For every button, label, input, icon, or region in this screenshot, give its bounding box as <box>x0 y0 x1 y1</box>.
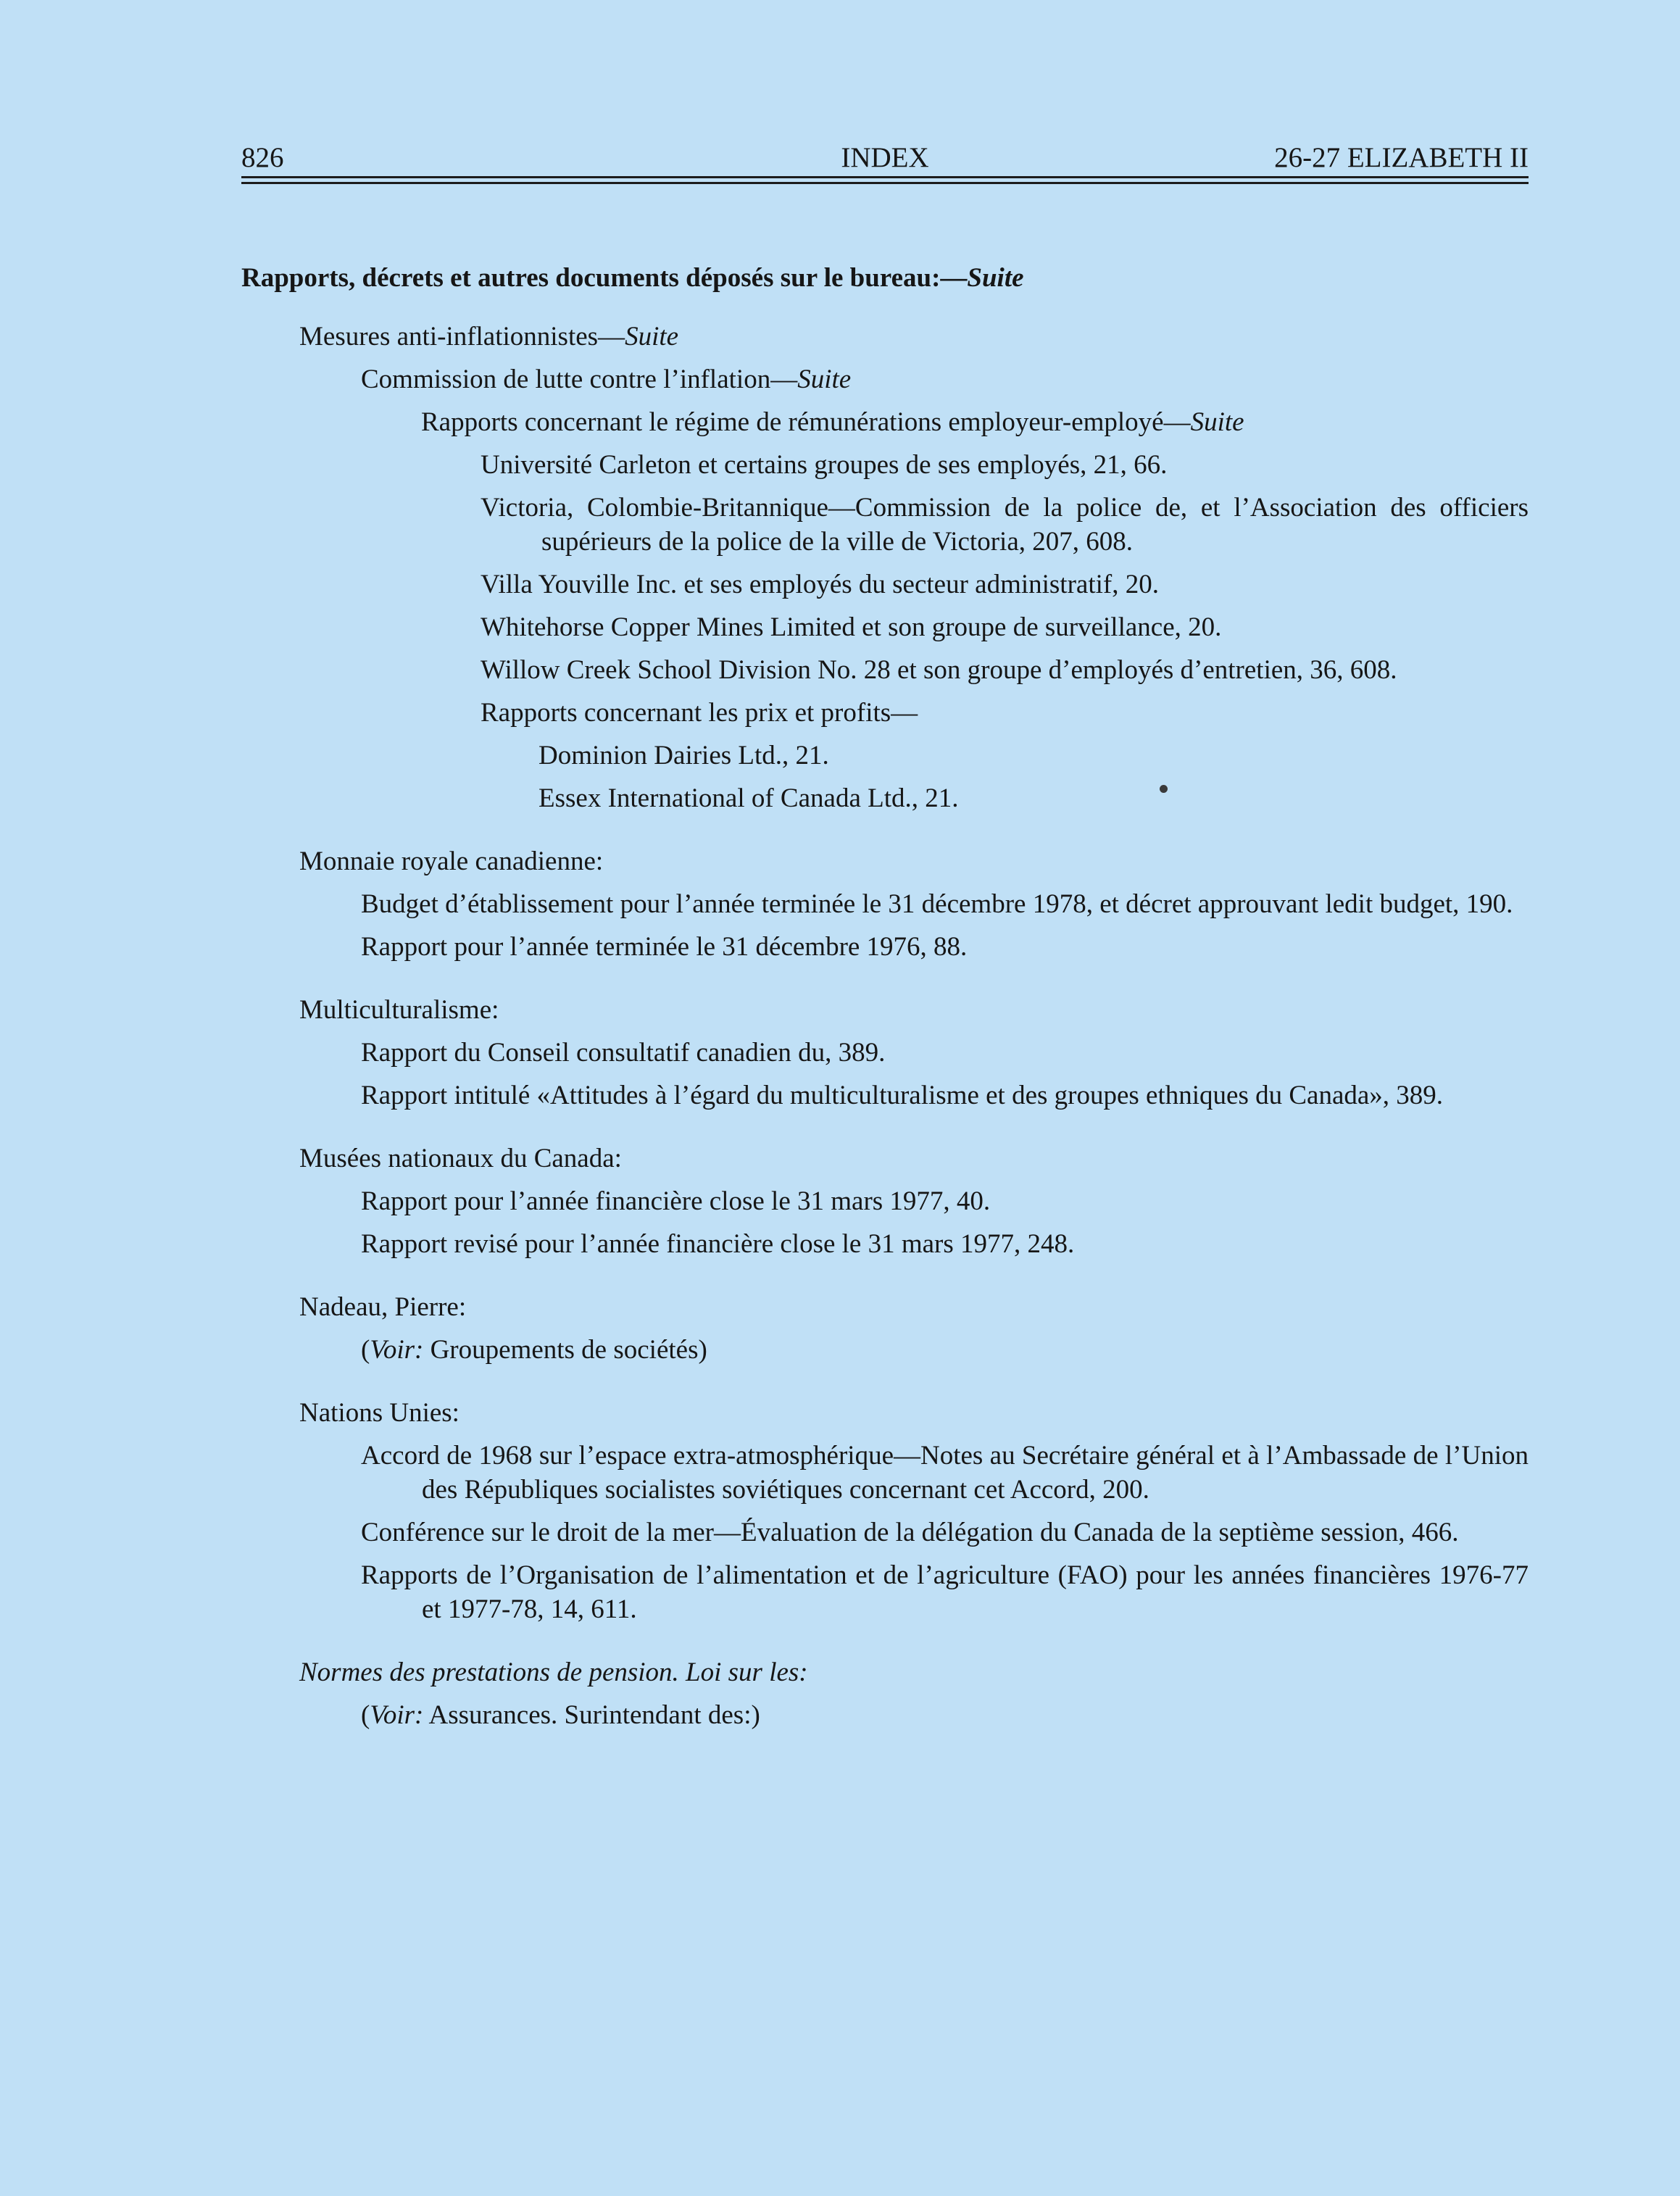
cross-reference: (Voir: Assurances. Surintendant des:) <box>361 1700 760 1730</box>
list-item: Whitehorse Copper Mines Limited et son groupe de surveillance, 20. <box>481 612 1222 642</box>
list-item: Victoria, Colombie-Britannique—Commission de la police de, et l’Association des officiers supérieurs de la police de la ville de Victoria, 207, 608. <box>481 493 1529 557</box>
entry-monnaie: Monnaie royale canadienne: <box>299 847 604 876</box>
list-item: Rapport intitulé «Attitudes à l’égard du multiculturalisme et des groupes ethniques du Canada», 389. <box>361 1081 1444 1110</box>
header-volume: 26-27 ELIZABETH II <box>1274 142 1529 173</box>
header-rule-top <box>241 176 1529 178</box>
list-item: Rapport pour l’année terminée le 31 décembre 1976, 88. <box>361 932 968 962</box>
entry-nadeau: Nadeau, Pierre: <box>299 1292 467 1322</box>
entry-musees: Musées nationaux du Canada: <box>299 1144 622 1173</box>
cross-reference: (Voir: Groupements de sociétés) <box>361 1335 707 1365</box>
entry-normes: Normes des prestations de pension. Loi sur les: <box>299 1658 808 1687</box>
entry-nations-unies: Nations Unies: <box>299 1398 459 1428</box>
list-item: Willow Creek School Division No. 28 et son groupe d’employés d’entretien, 36, 608. <box>481 655 1397 685</box>
list-item: Dominion Dairies Ltd., 21. <box>538 741 829 770</box>
header-title: INDEX <box>841 142 929 173</box>
list-item: Rapport pour l’année financière close le 31 mars 1977, 40. <box>361 1186 991 1216</box>
entry-commission: Commission de lutte contre l’inflation—Suite <box>361 365 852 394</box>
ink-spot <box>1160 785 1168 793</box>
list-item: Université Carleton et certains groupes de ses employés, 21, 66. <box>481 450 1168 480</box>
list-item: Accord de 1968 sur l’espace extra-atmosphérique—Notes au Secrétaire général et à l’Ambassade de l’Union des Républiques socialistes soviétiques concernant cet Accord, 200. <box>361 1441 1529 1505</box>
list-item: Essex International of Canada Ltd., 21. <box>538 783 959 813</box>
entry-multiculturalisme: Multiculturalisme: <box>299 995 499 1025</box>
list-item: Villa Youville Inc. et ses employés du secteur administratif, 20. <box>481 570 1159 599</box>
page-number: 826 <box>241 142 284 173</box>
list-item: Rapport revisé pour l’année financière close le 31 mars 1977, 248. <box>361 1229 1075 1259</box>
entry-remuneration: Rapports concernant le régime de rémunérations employeur-employé—Suite <box>421 407 1244 437</box>
entry-mesures: Mesures anti-inflationnistes—Suite <box>299 322 679 352</box>
index-body <box>241 261 1529 1732</box>
list-item: Rapport du Conseil consultatif canadien du, 389. <box>361 1038 886 1068</box>
list-item: Conférence sur le droit de la mer—Évaluation de la délégation du Canada de la septième session, 466. <box>361 1518 1459 1547</box>
list-item: Budget d’établissement pour l’année terminée le 31 décembre 1978, et décret approuvant ledit budget, 190. <box>361 889 1513 919</box>
header-rule-bottom <box>241 182 1529 184</box>
entry-prix: Rapports concernant les prix et profits— <box>481 698 918 728</box>
running-header <box>241 142 1529 174</box>
list-item: Rapports de l’Organisation de l’alimentation et de l’agriculture (FAO) pour les années financières 1976-77 et 1977-78, 14, 611. <box>361 1560 1529 1624</box>
section-heading: Rapports, décrets et autres documents déposés sur le bureau:—Suite <box>241 263 1024 293</box>
